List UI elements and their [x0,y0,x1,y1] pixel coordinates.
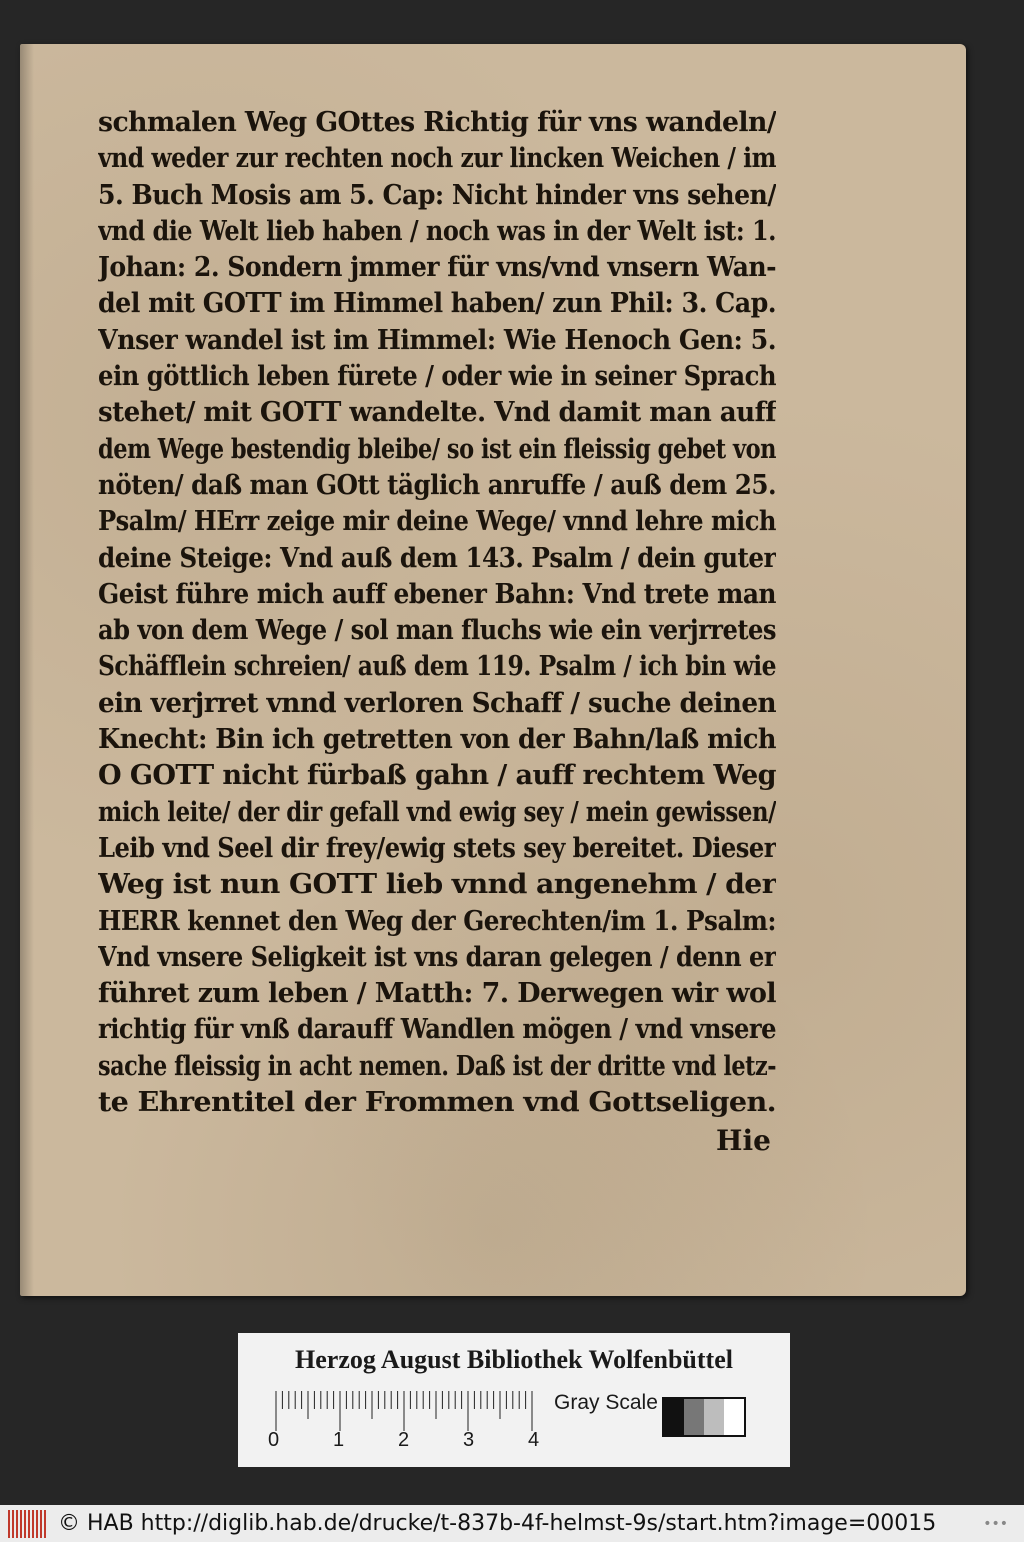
ruler [274,1389,536,1433]
text-line: Weg ist nun GOTT lieb vnnd angenehm / der [98,868,776,901]
gray-swatch [704,1399,724,1435]
status-bar [0,1505,1024,1542]
barcode-icon [8,1510,48,1538]
text-line: te Ehrentitel der Frommen vnd Gottseligen. [98,1086,776,1119]
text-line: sache fleissig in acht nemen. Daß ist der dritte vnd letz- [98,1049,776,1082]
text-line: Leib vnd Seel dir frey/ewig stets sey bereitet. Dieser [98,831,776,864]
text-line: Vnd vnsere Seligkeit ist vns daran gelegen / denn er [98,940,776,973]
gray-scale-swatches [662,1397,746,1437]
more-dots-icon[interactable]: ••• [983,1515,1008,1532]
catchword: Hie [716,1124,771,1157]
text-line: deine Steige: Vnd auß dem 143. Psalm / dein guter [98,541,776,574]
text-line: Schäfflein schreien/ auß dem 119. Psalm / ich bin wie [98,650,776,683]
text-line: schmalen Weg GOttes Richtig für vns wandeln/ [98,106,776,138]
text-line: dem Wege bestendig bleibe/ so ist ein fleissig gebet von [98,432,776,465]
text-line: Johan: 2. Sondern jmmer für vns/vnd vnsern Wan- [98,251,776,284]
text-line: ab von dem Wege / sol man fluchs wie ein verjrretes [98,614,776,647]
text-line: Knecht: Bin ich getretten von der Bahn/laß mich [98,723,776,756]
text-line: HERR kennet den Weg der Gerechten/im 1. Psalm: [98,904,776,937]
text-line: stehet/ mit GOTT wandelte. Vnd damit man auff [98,396,776,429]
page-gutter-shadow [20,44,34,1296]
calibration-card [238,1333,790,1467]
text-line: vnd weder zur rechten noch zur lincken Weichen / im [98,142,776,175]
text-line: ein göttlich leben fürete / oder wie in seiner Sprach [98,360,776,393]
text-line: mich leite/ der dir gefall vnd ewig sey / mein gewissen/ [98,795,776,828]
gray-swatch [684,1399,704,1435]
text-line: Vnser wandel ist im Himmel: Wie Henoch Gen: 5. [98,323,776,356]
ruler-number-1: 1 [333,1429,345,1451]
text-line: del mit GOTT im Himmel haben/ zun Phil: 3. Cap. [98,287,776,320]
text-line: richtig für vnß darauff Wandlen mögen / vnd vnsere [98,1013,776,1046]
ruler-number-4: 4 [528,1429,540,1451]
text-line: führet zum leben / Matth: 7. Derwegen wir wol [98,977,776,1010]
gray-swatch [664,1399,684,1435]
ruler-number-2: 2 [398,1429,410,1451]
page-text [98,104,776,1120]
gray-scale-label: Gray Scale [554,1391,658,1414]
text-line: O GOTT nicht fürbaß gahn / auff rechtem Weg [98,759,776,792]
ruler-number-3: 3 [463,1429,475,1451]
text-line: vnd die Welt lieb haben / noch was in der Welt ist: 1. [98,214,776,247]
status-url[interactable]: © HAB http://diglib.hab.de/drucke/t-837b-4f-helmst-9s/start.htm?image=00015 [58,1511,937,1536]
text-line: Psalm/ HErr zeige mir deine Wege/ vnnd lehre mich [98,505,776,538]
text-line: nöten/ daß man GOtt täglich anruffe / auß dem 25. [98,468,776,501]
ruler-number-0: 0 [268,1429,280,1451]
text-line: Geist führe mich auff ebener Bahn: Vnd trete man [98,577,776,610]
text-line: 5. Buch Mosis am 5. Cap: Nicht hinder vns sehen/ [98,178,776,211]
text-line: ein verjrret vnnd verloren Schaff / suche deinen [98,686,776,719]
gray-swatch [724,1399,744,1435]
card-title: Herzog August Bibliothek Wolfenbüttel [295,1345,733,1374]
